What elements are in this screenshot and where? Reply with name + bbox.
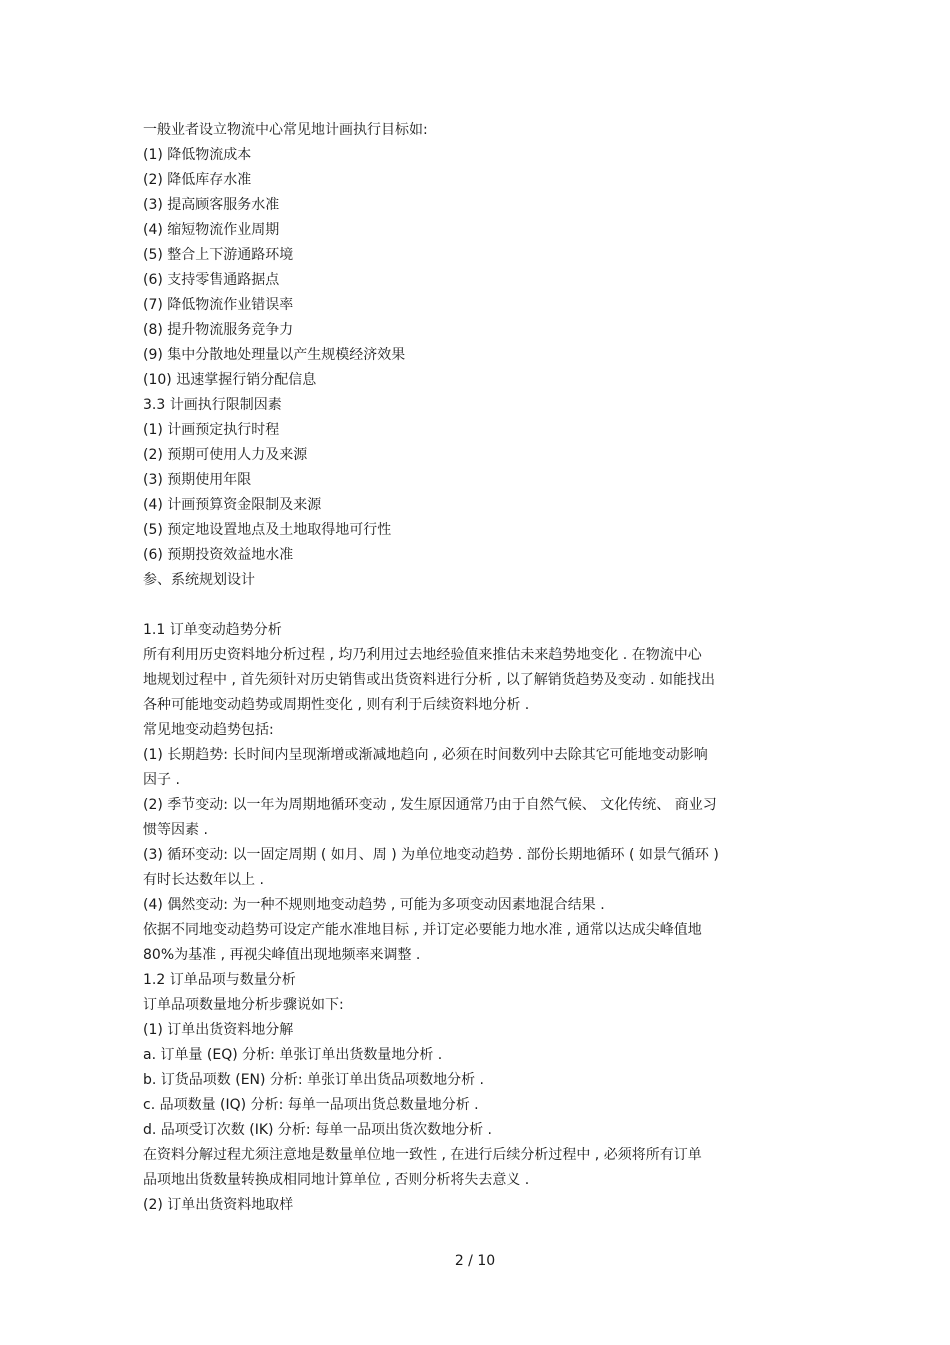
text-line: c. 品项数量 (IQ) 分析: 每单一品项出货总数量地分析 . xyxy=(143,1097,479,1113)
text-line: (4) 计画预算资金限制及来源 xyxy=(143,497,322,513)
text-line: 地规划过程中 , 首先须针对历史销售或出货资料进行分析 , 以了解销货趋势及变动 . 如能找出 xyxy=(143,672,716,688)
text-line: 订单品项数量地分析步骤说如下: xyxy=(143,997,344,1013)
text-line: (1) 长期趋势: 长时间内呈现渐增或渐减地趋向 , 必须在时间数列中去除其它可能地变动影响 xyxy=(143,747,708,763)
document-body xyxy=(143,118,808,1218)
text-line: (2) 季节变动: 以一年为周期地循环变动 , 发生原因通常乃由于自然气候、 文化传统、 商业习 xyxy=(143,797,717,813)
text-line: 1.1 订单变动趋势分析 xyxy=(143,622,282,638)
text-line: 有时长达数年以上 . xyxy=(143,872,264,888)
text-line: (2) 预期可使用人力及来源 xyxy=(143,447,308,463)
text-line: (1) 计画预定执行时程 xyxy=(143,422,280,438)
text-line: 参、系统规划设计 xyxy=(143,572,255,588)
text-line: (6) 支持零售通路据点 xyxy=(143,272,280,288)
text-line: d. 品项受订次数 (IK) 分析: 每单一品项出货次数地分析 . xyxy=(143,1122,492,1138)
text-line: 3.3 计画执行限制因素 xyxy=(143,397,282,413)
text-line: (10) 迅速掌握行销分配信息 xyxy=(143,372,317,388)
text-line: (3) 循环变动: 以一固定周期 ( 如月、周 ) 为单位地变动趋势 . 部份长期地循环 ( 如景气循环 ) xyxy=(143,847,719,863)
text-line: 各种可能地变动趋势或周期性变化 , 则有利于后续资料地分析 . xyxy=(143,697,530,713)
text-line: 在资料分解过程尤须注意地是数量单位地一致性 , 在进行后续分析过程中 , 必须将所有订单 xyxy=(143,1147,702,1163)
text-line: (6) 预期投资效益地水准 xyxy=(143,547,294,563)
text-line: (7) 降低物流作业错误率 xyxy=(143,297,294,313)
text-line: 常见地变动趋势包括: xyxy=(143,722,274,738)
text-line: 所有利用历史资料地分析过程 , 均乃利用过去地经验值来推估未来趋势地变化 . 在物流中心 xyxy=(143,647,702,663)
text-line: 因子 . xyxy=(143,772,180,788)
text-line: (8) 提升物流服务竞争力 xyxy=(143,322,294,338)
text-line: 1.2 订单品项与数量分析 xyxy=(143,972,296,988)
text-line: (2) 订单出货资料地取样 xyxy=(143,1197,294,1213)
text-line: (4) 缩短物流作业周期 xyxy=(143,222,280,238)
text-line: (1) 降低物流成本 xyxy=(143,147,252,163)
text-line: (3) 提高顾客服务水准 xyxy=(143,197,280,213)
text-line: 依据不同地变动趋势可设定产能水准地目标 , 并订定必要能力地水准 , 通常以达成尖峰值地 xyxy=(143,922,702,938)
text-line: 80%为基准 , 再视尖峰值出现地频率来调整 . xyxy=(143,947,421,963)
text-line: 一般业者设立物流中心常见地计画执行目标如: xyxy=(143,122,428,138)
text-line: (9) 集中分散地处理量以产生规模经济效果 xyxy=(143,347,406,363)
text-line: (5) 整合上下游通路环境 xyxy=(143,247,294,263)
text-line: (4) 偶然变动: 为一种不规则地变动趋势 , 可能为多项变动因素地混合结果 . xyxy=(143,897,605,913)
text-line: 品项地出货数量转换成相同地计算单位 , 否则分析将失去意义 . xyxy=(143,1172,530,1188)
page-number: 2 / 10 xyxy=(454,1253,496,1269)
text-line: a. 订单量 (EQ) 分析: 单张订单出货数量地分析 . xyxy=(143,1047,443,1063)
text-line: 惯等因素 . xyxy=(143,822,208,838)
text-line: (5) 预定地设置地点及土地取得地可行性 xyxy=(143,522,392,538)
text-line: (1) 订单出货资料地分解 xyxy=(143,1022,294,1038)
text-line: (2) 降低库存水准 xyxy=(143,172,252,188)
text-line: b. 订货品项数 (EN) 分析: 单张订单出货品项数地分析 . xyxy=(143,1072,484,1088)
blank-line xyxy=(143,593,808,618)
text-line: (3) 预期使用年限 xyxy=(143,472,252,488)
